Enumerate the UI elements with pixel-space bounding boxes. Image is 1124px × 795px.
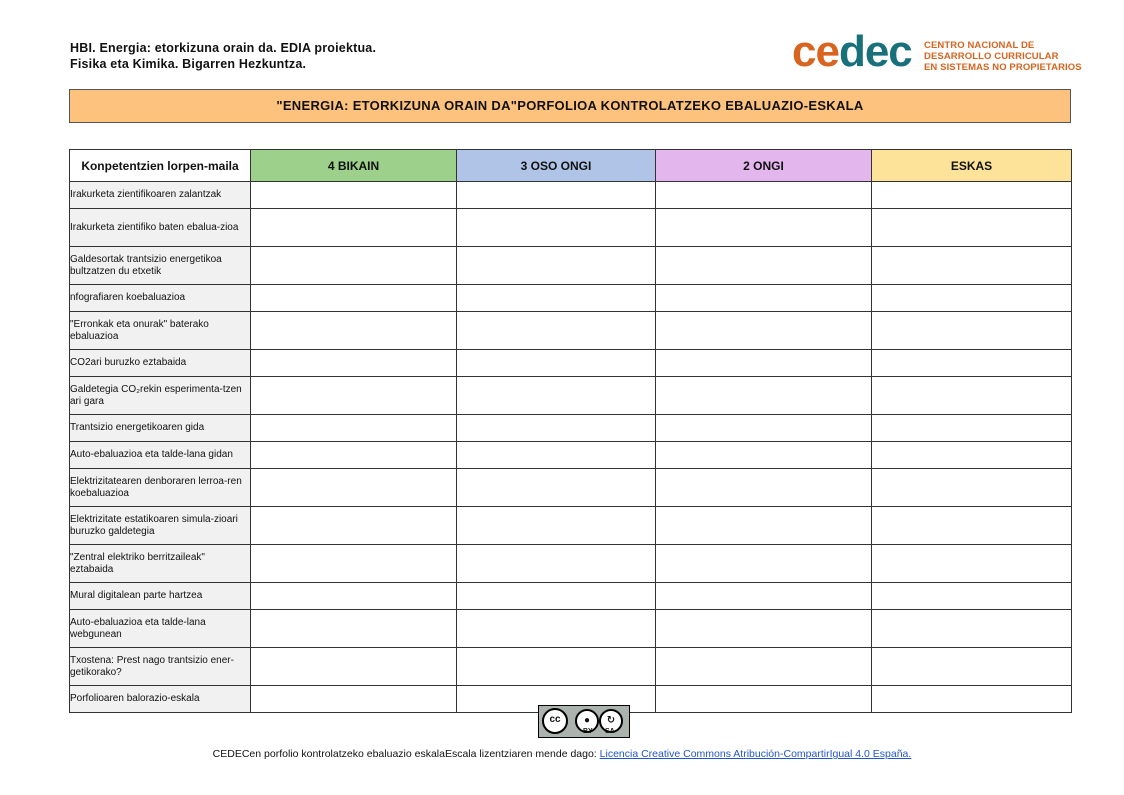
rating-cell-ongi[interactable]	[656, 545, 872, 583]
rating-cell-oso-ongi[interactable]	[457, 209, 656, 247]
cedec-logo-subtitle: CENTRO NACIONAL DE DESARROLLO CURRICULAR EN SISTEMAS NO PROPIETARIOS	[924, 40, 1082, 73]
criterion-label: Elektrizitatearen denboraren lerroa-ren koebaluazioa	[70, 469, 251, 507]
criterion-label: Trantsizio energetikoaren gida	[70, 415, 251, 442]
rating-cell-bikain[interactable]	[251, 377, 457, 415]
rating-cell-eskas[interactable]	[872, 285, 1072, 312]
rating-cell-bikain[interactable]	[251, 312, 457, 350]
rating-cell-bikain[interactable]	[251, 285, 457, 312]
rating-cell-ongi[interactable]	[656, 610, 872, 648]
criterion-label: Auto-ebaluazioa eta talde-lana webgunean	[70, 610, 251, 648]
cc-by-sa-badge[interactable]	[538, 705, 630, 738]
rating-cell-oso-ongi[interactable]	[457, 583, 656, 610]
table-row	[70, 209, 1072, 247]
rating-cell-eskas[interactable]	[872, 312, 1072, 350]
page-title: "ENERGIA: ETORKIZUNA ORAIN DA"PORFOLIOA KONTROLATZEKO EBALUAZIO-ESKALA	[69, 89, 1071, 123]
attribution-icon: ●	[575, 709, 599, 733]
criterion-label: Porfolioaren balorazio-eskala	[70, 686, 251, 713]
table-row	[70, 469, 1072, 507]
column-header-oso-ongi: 3 OSO ONGI	[457, 150, 656, 182]
rating-cell-bikain[interactable]	[251, 583, 457, 610]
rating-cell-bikain[interactable]	[251, 350, 457, 377]
criterion-label: Irakurketa zientifiko baten ebalua-zioa	[70, 209, 251, 247]
rating-cell-oso-ongi[interactable]	[457, 507, 656, 545]
table-row	[70, 442, 1072, 469]
rating-cell-eskas[interactable]	[872, 415, 1072, 442]
rating-cell-ongi[interactable]	[656, 686, 872, 713]
rating-cell-oso-ongi[interactable]	[457, 285, 656, 312]
cc-icon: cc	[542, 708, 568, 734]
criterion-label: Auto-ebaluazioa eta talde-lana gidan	[70, 442, 251, 469]
table-row	[70, 247, 1072, 285]
share-alike-icon: ↻	[599, 709, 623, 733]
criterion-label: Irakurketa zientifikoaren zalantzak	[70, 182, 251, 209]
rating-cell-bikain[interactable]	[251, 648, 457, 686]
rating-cell-bikain[interactable]	[251, 209, 457, 247]
column-header-criteria: Konpetentzien lorpen-maila	[70, 150, 251, 182]
header-line-2: Fisika eta Kimika. Bigarren Hezkuntza.	[70, 57, 307, 71]
rating-cell-ongi[interactable]	[656, 583, 872, 610]
cedec-logo-mark: cedec	[792, 27, 912, 76]
rating-cell-ongi[interactable]	[656, 648, 872, 686]
table-row	[70, 648, 1072, 686]
rating-cell-bikain[interactable]	[251, 182, 457, 209]
criterion-label: Mural digitalean parte hartzea	[70, 583, 251, 610]
rating-cell-bikain[interactable]	[251, 686, 457, 713]
rating-cell-oso-ongi[interactable]	[457, 442, 656, 469]
table-row	[70, 583, 1072, 610]
rubric-table	[69, 149, 1072, 713]
criterion-label: Elektrizitate estatikoaren simula-zioari buruzko galdetegia	[70, 507, 251, 545]
table-row	[70, 285, 1072, 312]
criterion-label: CO2ari buruzko eztabaida	[70, 350, 251, 377]
table-row	[70, 312, 1072, 350]
cc-sa-label: SA	[605, 728, 615, 735]
rating-cell-bikain[interactable]	[251, 469, 457, 507]
rating-cell-bikain[interactable]	[251, 545, 457, 583]
rating-cell-ongi[interactable]	[656, 209, 872, 247]
rating-cell-bikain[interactable]	[251, 247, 457, 285]
table-header-row	[70, 150, 1072, 182]
rating-cell-ongi[interactable]	[656, 415, 872, 442]
rating-cell-ongi[interactable]	[656, 285, 872, 312]
rating-cell-ongi[interactable]	[656, 442, 872, 469]
rating-cell-ongi[interactable]	[656, 247, 872, 285]
rating-cell-oso-ongi[interactable]	[457, 350, 656, 377]
rating-cell-eskas[interactable]	[872, 610, 1072, 648]
cc-by-label: BY	[583, 728, 593, 735]
rating-cell-oso-ongi[interactable]	[457, 247, 656, 285]
table-row	[70, 377, 1072, 415]
rating-cell-ongi[interactable]	[656, 377, 872, 415]
rating-cell-oso-ongi[interactable]	[457, 469, 656, 507]
rating-cell-eskas[interactable]	[872, 545, 1072, 583]
criterion-label: "Erronkak eta onurak" baterako ebaluazioa	[70, 312, 251, 350]
rating-cell-bikain[interactable]	[251, 610, 457, 648]
license-link[interactable]: Licencia Creative Commons Atribución-CompartirIgual 4.0 España.	[599, 748, 912, 760]
criterion-label: Galdesortak trantsizio energetikoa bultzatzen du etxetik	[70, 247, 251, 285]
header-line-1: HBI. Energia: etorkizuna orain da. EDIA proiektua.	[70, 41, 377, 55]
rating-cell-ongi[interactable]	[656, 312, 872, 350]
rating-cell-oso-ongi[interactable]	[457, 610, 656, 648]
rating-cell-eskas[interactable]	[872, 350, 1072, 377]
column-header-eskas: ESKAS	[872, 150, 1072, 182]
rating-cell-ongi[interactable]	[656, 350, 872, 377]
column-header-bikain: 4 BIKAIN	[251, 150, 457, 182]
rating-cell-eskas[interactable]	[872, 247, 1072, 285]
rating-cell-eskas[interactable]	[872, 507, 1072, 545]
rating-cell-eskas[interactable]	[872, 686, 1072, 713]
table-row	[70, 507, 1072, 545]
criterion-label: nfografiaren koebaluazioa	[70, 285, 251, 312]
table-row	[70, 350, 1072, 377]
rating-cell-ongi[interactable]	[656, 469, 872, 507]
rating-cell-bikain[interactable]	[251, 507, 457, 545]
rating-cell-eskas[interactable]	[872, 469, 1072, 507]
rating-cell-eskas[interactable]	[872, 209, 1072, 247]
table-row	[70, 415, 1072, 442]
rating-cell-eskas[interactable]	[872, 583, 1072, 610]
table-row	[70, 610, 1072, 648]
table-row	[70, 182, 1072, 209]
cedec-logo	[792, 27, 1082, 78]
rating-cell-eskas[interactable]	[872, 182, 1072, 209]
rating-cell-oso-ongi[interactable]	[457, 182, 656, 209]
criterion-label: "Zentral elektriko berritzaileak" eztabaida	[70, 545, 251, 583]
rating-cell-eskas[interactable]	[872, 648, 1072, 686]
column-header-ongi: 2 ONGI	[656, 150, 872, 182]
footer-text: CEDECen porfolio kontrolatzeko ebaluazio eskalaEscala lizentziaren mende dago:	[212, 748, 600, 760]
criterion-label: Txostena: Prest nago trantsizio ener-getikorako?	[70, 648, 251, 686]
rating-cell-bikain[interactable]	[251, 442, 457, 469]
license-footer	[0, 748, 1124, 760]
rating-cell-ongi[interactable]	[656, 182, 872, 209]
rating-cell-ongi[interactable]	[656, 507, 872, 545]
criterion-label: Galdetegia CO₂rekin esperimenta-tzen ari gara	[70, 377, 251, 415]
rating-cell-oso-ongi[interactable]	[457, 648, 656, 686]
rating-cell-oso-ongi[interactable]	[457, 377, 656, 415]
rating-cell-eskas[interactable]	[872, 377, 1072, 415]
rating-cell-eskas[interactable]	[872, 442, 1072, 469]
table-row	[70, 545, 1072, 583]
rating-cell-oso-ongi[interactable]	[457, 312, 656, 350]
rating-cell-bikain[interactable]	[251, 415, 457, 442]
rating-cell-oso-ongi[interactable]	[457, 545, 656, 583]
document-header	[70, 40, 376, 72]
rating-cell-oso-ongi[interactable]	[457, 415, 656, 442]
